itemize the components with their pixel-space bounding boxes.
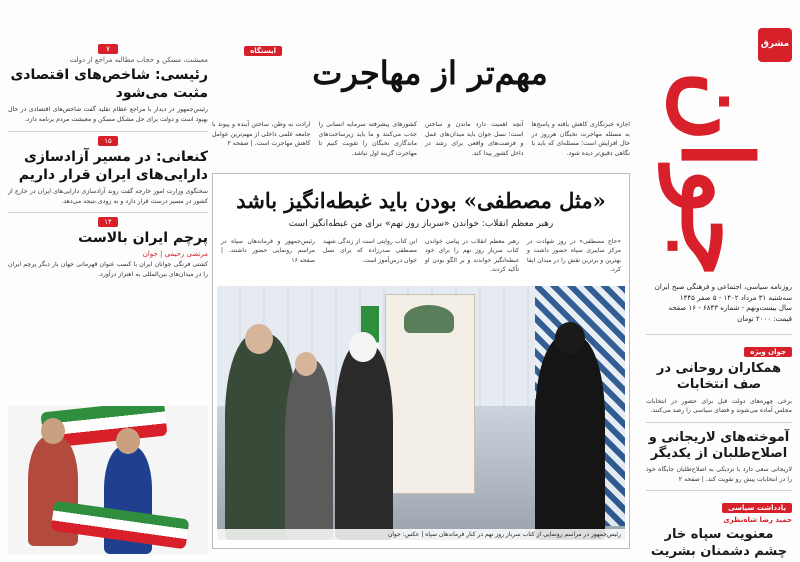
feature-col: این کتاب روایتی است از زندگی شهید مصطفی صدرزاده که برای نسل جوان درس‌آموز است. [323,238,417,264]
feature-story-box [212,173,630,549]
right-story-3[interactable] [646,490,792,560]
story-body: لاریجانی سعی دارد با نزدیکی به اصلاح‌طلبان جایگاه خود را در انتخابات پیش رو تقویت کند. | صفحه ۲ [646,466,792,483]
story-author: حمید رضا شاه‌نظری [723,516,792,525]
photo-head [555,322,585,354]
story-headline[interactable]: رئیسی: شاخص‌های اقتصادی مثبت می‌شود [10,67,208,102]
divider [8,212,208,213]
story-headline[interactable]: معنویت سپاه خار چشم دشمنان بشریت [650,527,788,559]
pub-info-date: سه‌شنبه ۳۱ مرداد ۱۴۰۲ - ۵ صفر ۱۴۴۵ [679,293,792,302]
pub-info-line: روزنامه سیاسی، اجتماعی و فرهنگی صبح ایران [654,283,792,291]
left-column [8,40,208,284]
right-column [646,334,792,562]
story-kicker: معیشت، مسکن و حجاب مطالبه مراجع از دولت [69,56,208,64]
story-headline[interactable]: آموخته‌های لاریجانی و اصلاح‌طلبان از یکدیگر [648,429,790,461]
story-headline[interactable]: کنعانی: در مسیر آزادسازی دارایی‌های ایران قرار داریم [18,148,208,183]
left-story-2[interactable] [8,136,208,207]
feature-headline[interactable]: «مثل مصطفی» بودن باید غبطه‌انگیز باشد [236,188,606,213]
story-headline[interactable]: پرچم ایران بالاست [78,230,208,247]
feature-col: رئیس‌جمهور و فرماندهان سپاه در مراسم رونمایی حضور داشتند. | صفحه ۱۶ [221,238,315,264]
banner-tag: ایستگاه [244,46,282,56]
photo-calligraphy [404,305,454,333]
page-number-badge: ۷ [98,44,118,54]
newspaper-logo-title: جوان [660,70,773,278]
story-body: کشتی فرنگی جوانان ایران با کسب عنوان قهرمانی جهان بار دیگر پرچم ایران را در میدان‌های بین‌المللی به اهتزاز درآورد. [8,261,208,278]
left-story-3[interactable] [8,217,208,279]
divider [8,131,208,132]
photo-person [335,344,393,540]
photo-display-panel [385,294,475,494]
main-story-columns [212,120,630,168]
right-story-2[interactable] [646,422,792,485]
pub-info-price: قیمت: ۲۰۰۰ تومان [737,314,792,323]
masthead [646,28,792,278]
story-body: برخی چهره‌های دولت قبل برای حضور در انتخابات مجلس آماده می‌شوند و فضای سیاسی را رصد می‌کنند. [646,397,792,415]
wrestling-photo[interactable] [8,406,208,554]
feature-col: رهبر معظم انقلاب در پیامی خواندن کتاب سرباز روز نهم را برای خود غبطه‌انگیز خواندند و بر الگو بودن او تأکید کردند. [425,238,519,273]
story-headline[interactable]: همکاران روحانی در صف انتخابات [656,361,782,393]
story-body: رئیس‌جمهور در دیدار با مراجع عظام تقلید گفت شاخص‌های اقتصادی در حال بهبود است و دولت برای حل مشکل مسکن و معیشت مردم برنامه دارد. [8,106,208,123]
feature-photo[interactable] [217,286,625,540]
publication-info [646,282,792,324]
photo-head [295,352,317,376]
story-tag: یادداشت سیاسی [722,503,792,513]
feature-col: «حاج مصطفی» در روز شهادت در مرکز سایبری سپاه حضور داشت و بهترین و برترین نقش را در میدان ایفا کرد. [527,238,621,273]
photo-head [349,332,377,362]
main-story-col: ارادت به وطن، ساختن آینده و پیوند با جامعه علمی داخلی از مهم‌ترین عوامل کاهش مهاجرت است. | صفحه ۲ [212,121,311,148]
photo-head [245,324,273,354]
page-number-badge: ۱۴ [98,217,118,227]
page-number-badge: ۱۵ [98,136,118,146]
photo-person [285,360,333,540]
main-story-col: اجازه خبرنگاری کاهش یافته و پاسخ‌ها به مسئله مهاجرت نخبگان هرروز در حال افزایش است؛ مسئله‌ای که باید با نگاهی دقیق‌تر دیده شود. [531,121,630,157]
photo-person [535,336,605,540]
feature-subhead: رهبر معظم انقلاب: خواندن «سرباز روز نهم» برای من غبطه‌انگیز است [288,219,554,229]
photo-caption: رئیس‌جمهور در مراسم رونمایی از کتاب سرباز روز نهم در کنار فرماندهان سپاه | عکس: جوان [217,529,625,540]
photo-head [116,428,140,454]
pub-info-issue: سال بیست‌ونهم - شماره ۶۸۴۳ - ۱۶ صفحه [668,304,792,312]
mashregh-logo: مشرق [758,28,792,62]
story-tag: جوان ویژه [744,347,792,357]
main-story-col: کشورهای پیشرفته سرمایه انسانی را جذب می‌کنند و ما باید زیرساخت‌های ماندگاری نخبگان را تقویت کنیم تا مهاجرت گزینه اول نباشد. [318,121,417,157]
main-story-col: آنچه اهمیت دارد ماندن و ساختن است؛ نسل جوان باید میدان‌های عمل و فرصت‌های واقعی برای رشد در داخل کشور پیدا کند. [425,121,524,157]
photo-head [41,418,65,444]
main-headline[interactable]: مهم‌تر از مهاجرت [312,54,548,92]
feature-columns [213,229,629,277]
right-story-1[interactable] [646,334,792,416]
story-body: سخنگوی وزارت امور خارجه گفت روند آزادسازی دارایی‌های ایران در خارج از کشور در مسیر درست قرار دارد و به زودی نتیجه می‌دهد. [8,187,208,205]
story-author: مرتضی رحیمی | جوان [142,250,208,259]
left-story-1[interactable] [8,44,208,125]
